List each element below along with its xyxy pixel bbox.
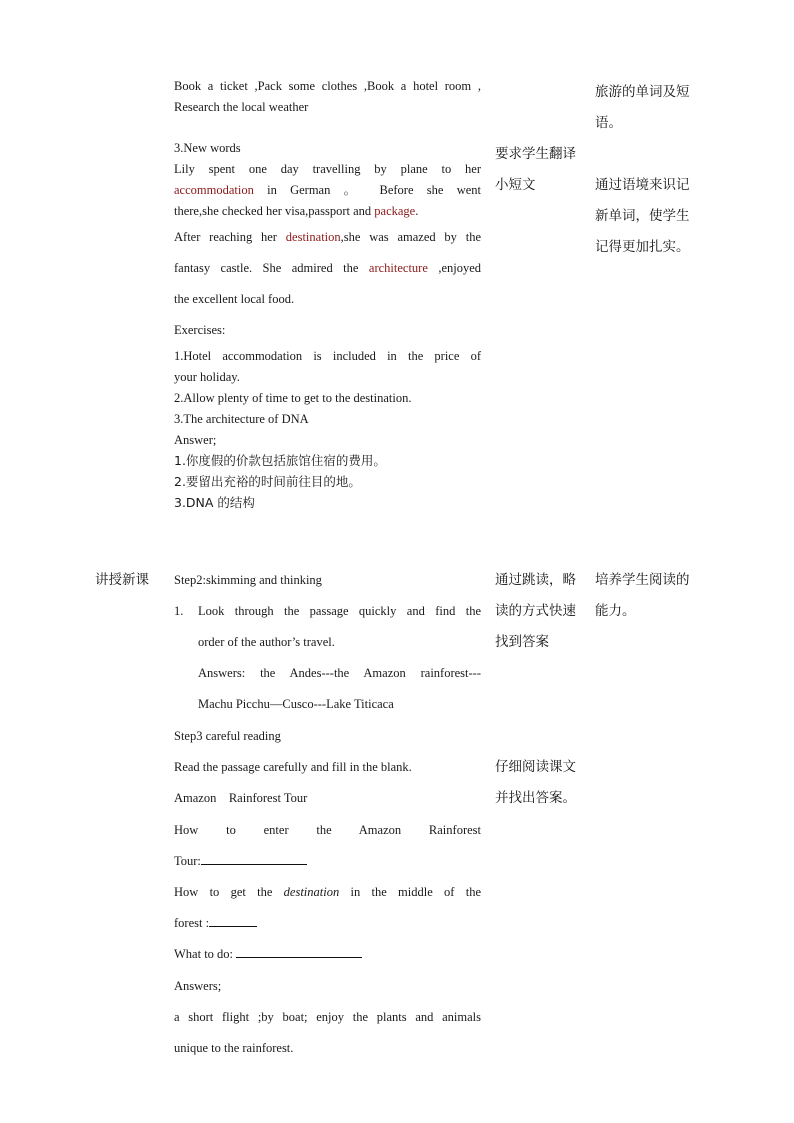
answer-route-line-2: Machu Picchu—Cusco---Lake Titicaca [198,697,394,711]
vocab-package: package [374,204,416,218]
col4-top-line-2: 语。 [595,115,622,131]
passage-line-5: fantasy castle. She admired the architecture ,enjoyed [174,261,482,275]
col3-mid-line-3: 找到答案 [495,634,549,650]
blank-enter[interactable] [201,852,307,865]
passage-line-6: the excellent local food. [174,292,295,306]
tour-title: Amazon Rainforest Tour [174,791,308,805]
vocab-accommodation: accommodation [174,183,254,197]
what-to-do-line: What to do: [174,939,481,970]
exercise-1-line-2: your holiday. [174,370,240,384]
how-get-line-1: How to get the destination in the middle of the [174,885,482,899]
answer-2: 2.要留出充裕的时间前往目的地。 [174,474,361,489]
col4-top-line-4: 新单词，使学生 [595,208,690,224]
col3-top-line-1: 要求学生翻译 [495,146,576,162]
answer-1: 1.你度假的价款包括旅馆住宿的费用。 [174,453,386,468]
col4-mid-line-1: 培养学生阅读的 [595,572,690,588]
exercise-1-line-1: 1.Hotel accommodation is included in the price of [174,349,481,363]
question-1-line-2: order of the author’s travel. [198,635,335,649]
col4-top-line-1: 旅游的单词及短 [595,84,690,100]
read-instruction: Read the passage carefully and fill in the blank. [174,760,412,774]
emphasis-destination: destination [283,885,340,899]
exercise-2: 2.Allow plenty of time to get to the destination. [174,391,412,405]
passage-line-2: accommodation in German 。 Before she went [174,183,482,197]
col3-mid-line-4: 仔细阅读课文 [495,759,576,775]
passage-line-1: Lily spent one day travelling by plane to her [174,162,481,176]
how-enter-line-2: Tour: [174,846,481,877]
col4-top-line-5: 记得更加扎实。 [595,239,690,255]
step3-heading: Step3 careful reading [174,729,281,743]
vocab-architecture: architecture [368,261,428,275]
how-get-line-2: forest : [174,908,481,939]
blank-what[interactable] [236,945,362,958]
answer-route-line-1: Answers: the Andes---the Amazon rainforest--- [198,666,481,680]
passage-line-3: there,she checked her visa,passport and package. [174,204,419,218]
answer-label: Answer; [174,433,217,447]
how-enter-line-1: How to enter the Amazon Rainforest [174,823,481,837]
section-label: 讲授新课 [95,572,149,588]
col3-mid-line-2: 读的方式快速 [495,603,576,619]
col4-mid-line-2: 能力。 [595,603,636,619]
blank-get[interactable] [209,914,257,927]
answer-3: 3.DNA 的结构 [174,495,255,510]
question-1-line-1: Look through the passage quickly and find the [198,604,481,618]
col3-top-line-2: 小短文 [495,177,536,193]
answers-label: Answers; [174,979,222,993]
col3-mid-line-5: 并找出答案。 [495,790,576,806]
activity-list-line-1: Book a ticket ,Pack some clothes ,Book a hotel room , [174,79,481,93]
passage-line-4: After reaching her destination,she was amazed by the [174,230,482,244]
exercise-3: 3.The architecture of DNA [174,412,309,426]
activity-list-line-2: Research the local weather [174,100,309,114]
new-words-heading: 3.New words [174,141,241,155]
step2-heading: Step2:skimming and thinking [174,573,322,587]
question-1-number: 1. [174,604,184,618]
col4-top-line-3: 通过语境来识记 [595,177,690,193]
vocab-destination: destination [285,230,341,244]
final-answer-line-1: a short flight ;by boat; enjoy the plants and animals [174,1010,481,1024]
col3-mid-line-1: 通过跳读，略 [495,572,576,588]
exercises-label: Exercises: [174,323,226,337]
final-answer-line-2: unique to the rainforest. [174,1041,294,1055]
